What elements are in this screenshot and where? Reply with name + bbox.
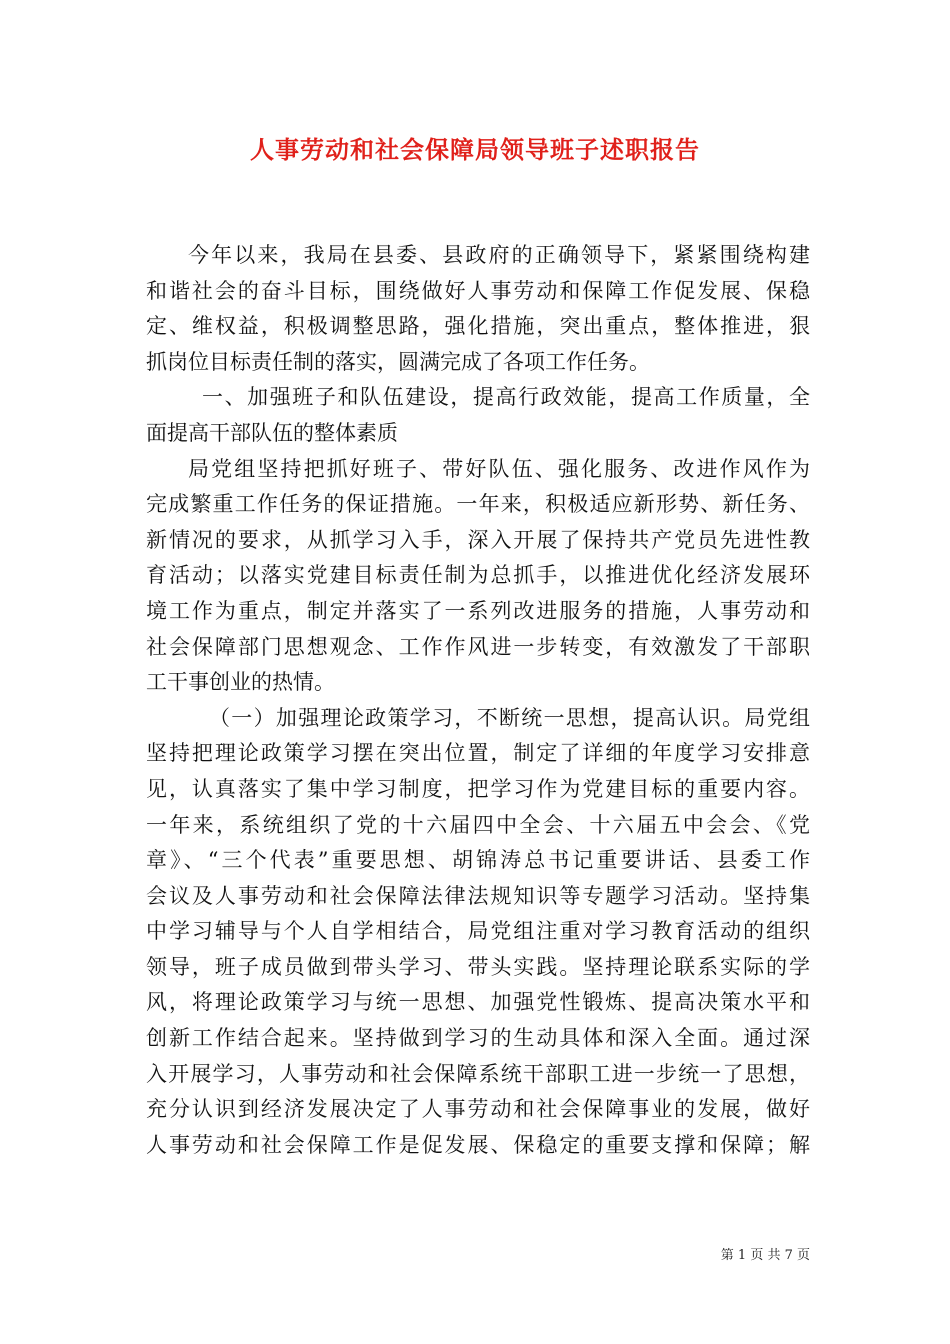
paragraph-line: 和谐社会的奋斗目标，围绕做好人事劳动和保障工作促发展、保稳	[146, 278, 810, 303]
page-number: 第 1 页 共 7 页	[720, 1248, 810, 1263]
paragraph-line: 工干事创业的热情。	[146, 670, 335, 695]
paragraph-line: 风，将理论政策学习与统一思想、加强党性锻炼、提高决策水平和	[146, 990, 810, 1015]
paragraph-line: 入开展学习，人事劳动和社会保障系统干部职工进一步统一了思想，	[146, 1061, 810, 1086]
paragraph-line: 坚持把理论政策学习摆在突出位置，制定了详细的年度学习安排意	[146, 741, 810, 766]
paragraph-line: 章》、“三个代表”重要思想、胡锦涛总书记重要讲话、县委工作	[146, 848, 810, 873]
paragraph-line: 一年来，系统组织了党的十六届四中全会、十六届五中会会、《党	[146, 812, 810, 837]
paragraph-line: 见，认真落实了集中学习制度，把学习作为党建目标的重要内容。	[146, 776, 810, 801]
paragraph-line: 创新工作结合起来。坚持做到学习的生动具体和深入全面。通过深	[146, 1026, 810, 1051]
paragraph-line: 社会保障部门思想观念、工作作风进一步转变，有效激发了干部职	[146, 634, 810, 659]
paragraph-line: （一）加强理论政策学习，不断统一思想，提高认识。局党组	[209, 705, 810, 730]
paragraph-line: 完成繁重工作任务的保证措施。一年来，积极适应新形势、新任务、	[146, 492, 810, 517]
paragraph-line: 境工作为重点，制定并落实了一系列改进服务的措施，人事劳动和	[146, 598, 810, 623]
paragraph-line: 新情况的要求，从抓学习入手，深入开展了保持共产党员先进性教	[146, 527, 810, 552]
document-body	[146, 238, 810, 1163]
paragraph-line: 充分认识到经济发展决定了人事劳动和社会保障事业的发展，做好	[146, 1097, 810, 1122]
paragraph-line: 领导，班子成员做到带头学习、带头实践。坚持理论联系实际的学	[146, 954, 810, 979]
paragraph-line: 中学习辅导与个人自学相结合，局党组注重对学习教育活动的组织	[146, 919, 810, 944]
paragraph-line: 育活动；以落实党建目标责任制为总抓手，以推进优化经济发展环	[146, 563, 810, 588]
paragraph-line: 今年以来，我局在县委、县政府的正确领导下，紧紧围绕构建	[188, 243, 810, 267]
document-title: 人事劳动和社会保障局领导班子述职报告	[250, 135, 700, 164]
paragraph-line: 会议及人事劳动和社会保障法律法规知识等专题学习活动。坚持集	[146, 883, 810, 908]
paragraph-line: 人事劳动和社会保障工作是促发展、保稳定的重要支撑和保障；解	[146, 1132, 810, 1157]
section-heading-line: 面提高干部队伍的整体素质	[146, 420, 398, 445]
section-heading-line: 一、加强班子和队伍建设，提高行政效能，提高工作质量，全	[202, 385, 810, 410]
paragraph-line: 局党组坚持把抓好班子、带好队伍、强化服务、改进作风作为	[188, 456, 810, 481]
paragraph-line: 定、维权益，积极调整思路，强化措施，突出重点，整体推进，狠	[146, 314, 810, 339]
paragraph-line: 抓岗位目标责任制的落实，圆满完成了各项工作任务。	[146, 349, 650, 374]
